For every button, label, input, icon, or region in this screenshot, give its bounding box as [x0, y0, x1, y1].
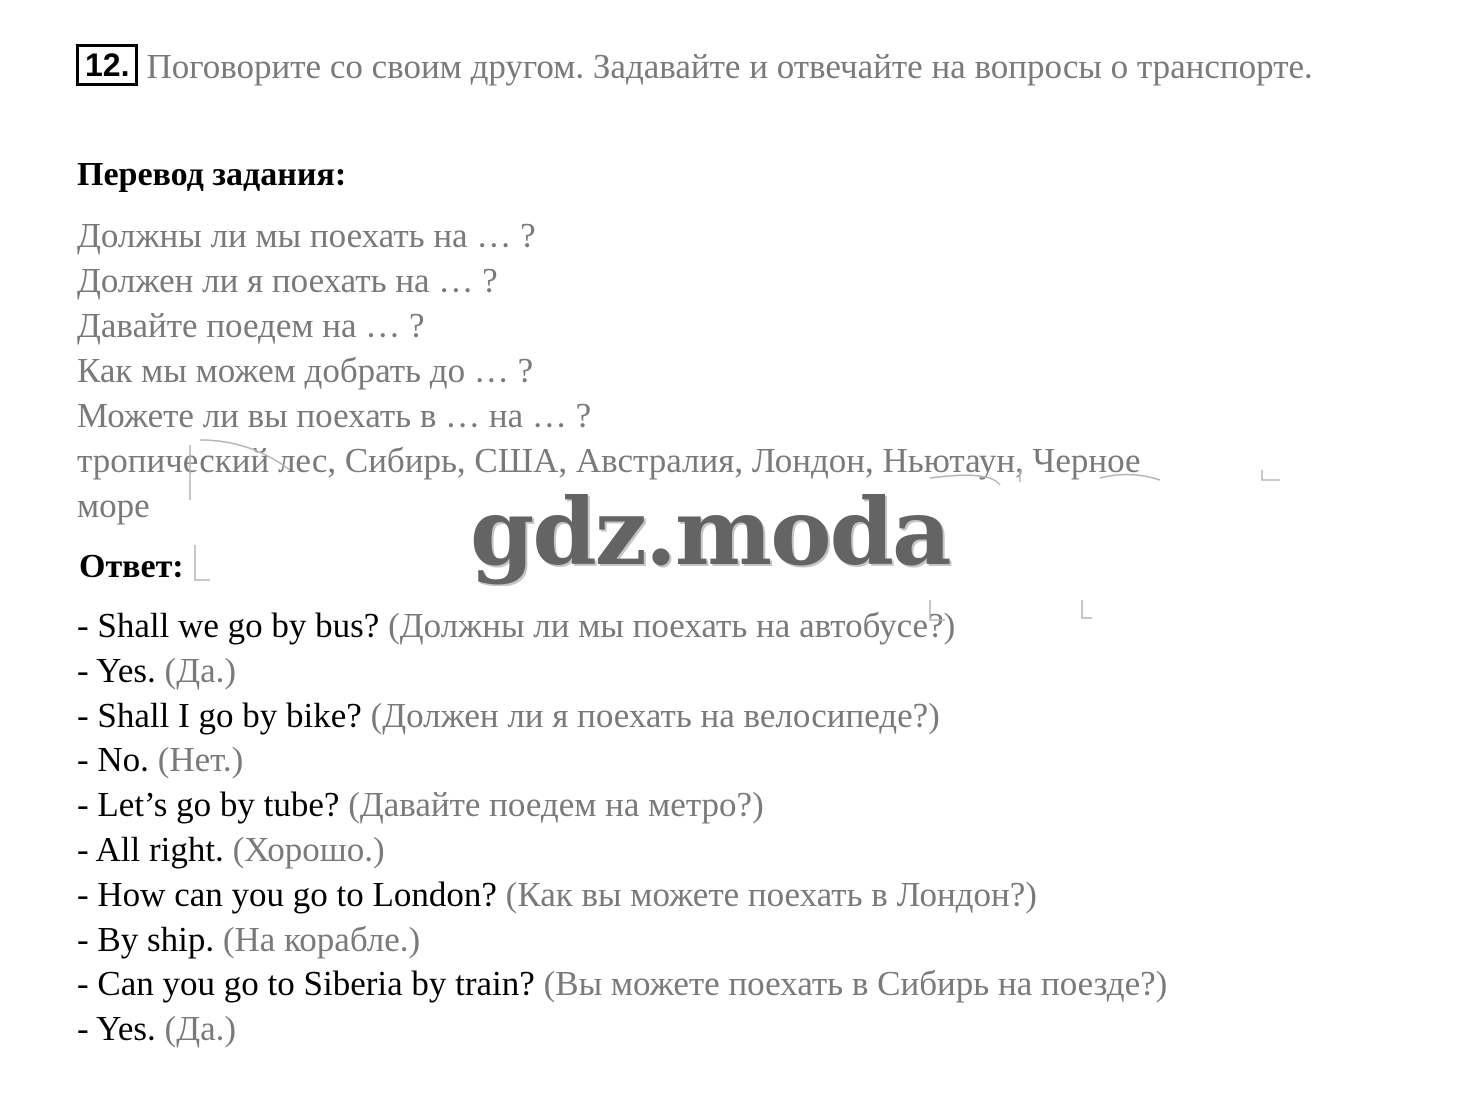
answer-line: [77, 738, 1417, 783]
answer-line: [77, 828, 1417, 873]
answer-block: [77, 604, 1417, 1052]
translation-line: Как мы можем добрать до … ?: [77, 351, 534, 390]
translation-line: тропический лес, Сибирь, США, Австралия, Лондон, Ньютаун, Черное: [77, 441, 1141, 480]
answer-russian: (Как вы можете поехать в Лондон?): [505, 874, 1037, 914]
translation-line: Должен ли я поехать на … ?: [77, 261, 498, 300]
answer-english: - Can you go to Siberia by train?: [77, 964, 535, 1004]
answer-line: [77, 918, 1417, 963]
answer-line: [77, 962, 1417, 1007]
translation-title: Перевод задания:: [77, 156, 347, 193]
answer-russian: (На корабле.): [222, 919, 421, 959]
translation-line: море: [77, 486, 150, 525]
answer-russian: (Должны ли мы поехать на автобусе?): [388, 606, 956, 645]
answer-line: [77, 604, 1417, 649]
answer-line: [77, 694, 1417, 739]
task-text: Поговорите со своим другом. Задавайте и отвечайте на вопросы о транспорте.: [146, 47, 1313, 86]
translation-line: Должны ли мы поехать на … ?: [77, 216, 536, 255]
answer-english: - How can you go to London?: [77, 874, 497, 914]
answer-english: - Yes.: [77, 1009, 156, 1049]
task-header: [76, 44, 1376, 89]
answer-line: [77, 873, 1417, 918]
answer-russian: (Должен ли я поехать на велосипеде?): [370, 695, 940, 735]
answer-russian: (Да.): [164, 1009, 237, 1049]
answer-line: [77, 783, 1417, 828]
answer-english: - By ship.: [77, 919, 215, 959]
answer-line: [77, 1007, 1417, 1052]
answer-line: [77, 649, 1417, 694]
answer-russian: (Хорошо.): [232, 829, 385, 869]
answer-english: - Shall we go by bus?: [77, 606, 380, 645]
answer-english: - Yes.: [77, 650, 156, 690]
watermark-logo: gdz.moda: [470, 478, 950, 586]
answer-russian: (Давайте поедем на метро?): [348, 785, 764, 825]
answer-english: - All right.: [77, 829, 224, 869]
translation-line: Можете ли вы поехать в … на … ?: [77, 396, 592, 435]
task-number: 12.: [76, 44, 138, 86]
answer-english: - Let’s go by tube?: [77, 785, 340, 825]
answer-english: - Shall I go by bike?: [77, 695, 362, 735]
answer-english: - No.: [77, 740, 149, 780]
answer-russian: (Нет.): [157, 740, 244, 780]
translation-line: Давайте поедем на … ?: [77, 306, 425, 345]
answer-russian: (Да.): [164, 650, 237, 690]
answer-title: Ответ:: [79, 548, 184, 585]
answer-russian: (Вы можете поехать в Сибирь на поезде?): [543, 964, 1168, 1004]
